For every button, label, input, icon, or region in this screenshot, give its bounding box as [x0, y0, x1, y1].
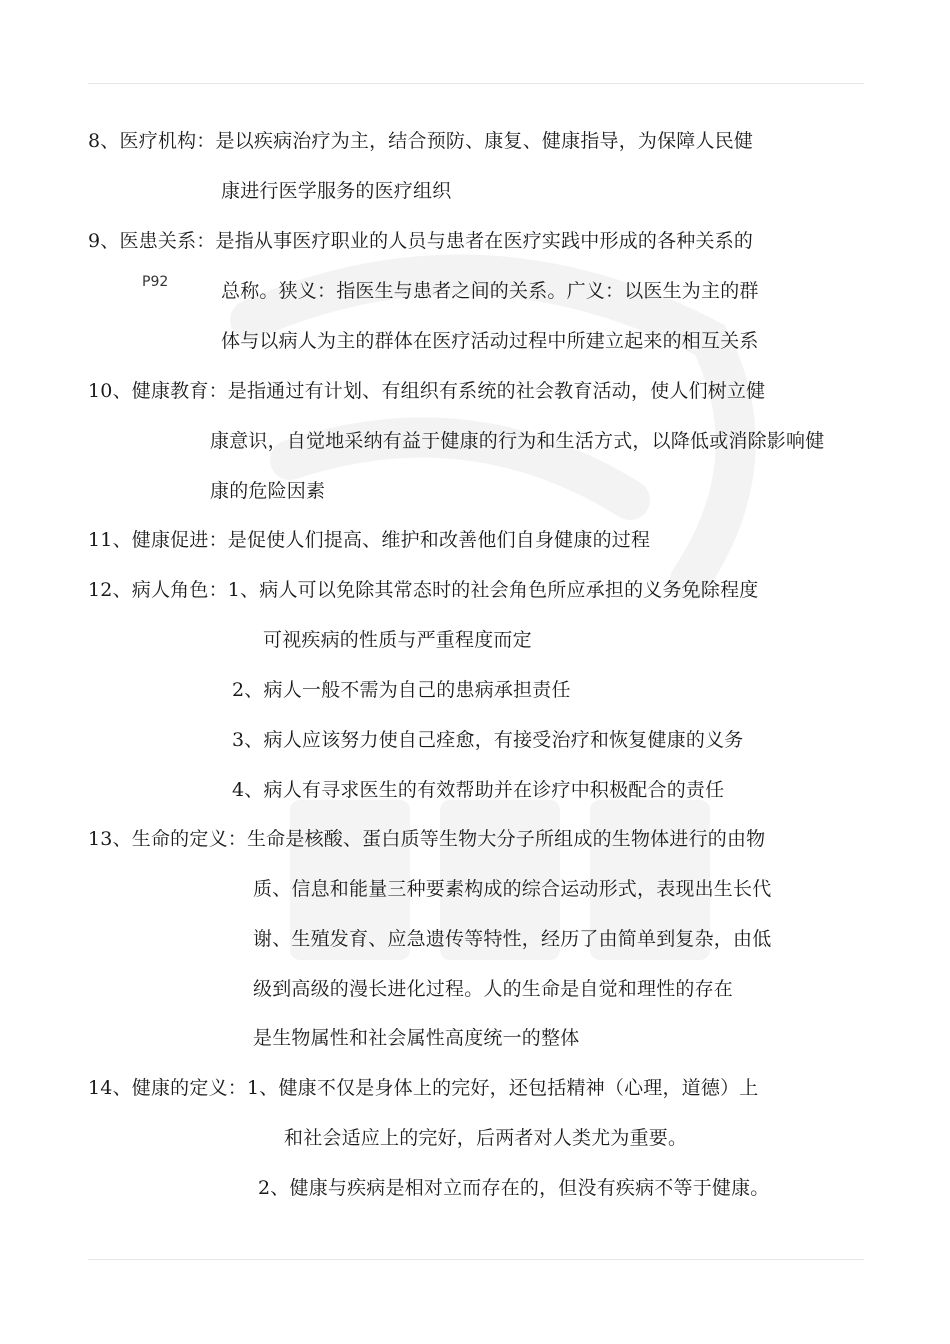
- item-13-line-5: 是生物属性和社会属性高度统一的整体: [253, 1027, 580, 1049]
- item-9-line-1: 9、医患关系：是指从事医疗职业的人员与患者在医疗实践中形成的各种关系的: [88, 230, 754, 252]
- footer-rule: [88, 1259, 864, 1260]
- item-12-line-1: 12、病人角色：1、病人可以免除其常态时的社会角色所应承担的义务免除程度: [88, 579, 759, 601]
- item-12-line-3: 2、病人一般不需为自己的患病承担责任: [232, 679, 571, 701]
- item-12-line-4: 3、病人应该努力使自己痊愈，有接受治疗和恢复健康的义务: [232, 729, 744, 751]
- item-13-line-1: 13、生命的定义：生命是核酸、蛋白质等生物大分子所组成的生物体进行的由物: [88, 828, 766, 850]
- item-8-line-1: 8、医疗机构：是以疾病治疗为主，结合预防、康复、健康指导，为保障人民健: [88, 130, 754, 152]
- item-9-line-3: 体与以病人为主的群体在医疗活动过程中所建立起来的相互关系: [221, 330, 759, 352]
- item-9-line-2: 总称。狭义：指医生与患者之间的关系。广义：以医生为主的群: [221, 280, 759, 302]
- item-8-line-2: 康进行医学服务的医疗组织: [221, 180, 452, 202]
- item-11-line-1: 11、健康促进：是促使人们提高、维护和改善他们自身健康的过程: [88, 529, 651, 551]
- item-13-line-2: 质、信息和能量三种要素构成的综合运动形式，表现出生长代: [253, 878, 772, 900]
- item-10-line-1: 10、健康教育：是指通过有计划、有组织有系统的社会教育活动，使人们树立健: [88, 380, 766, 402]
- item-12-line-5: 4、病人有寻求医生的有效帮助并在诊疗中积极配合的责任: [232, 779, 725, 801]
- item-10-line-3: 康的危险因素: [210, 480, 326, 502]
- item-14-line-3: 2、健康与疾病是相对立而存在的，但没有疾病不等于健康。: [258, 1177, 770, 1199]
- item-13-line-3: 谢、生殖发育、应急遗传等特性，经历了由简单到复杂，由低: [253, 928, 772, 950]
- item-13-line-4: 级到高级的漫长进化过程。人的生命是自觉和理性的存在: [253, 978, 734, 1000]
- header-rule: [88, 83, 864, 84]
- item-14-line-1: 14、健康的定义：1、健康不仅是身体上的完好，还包括精神（心理，道德）上: [88, 1077, 759, 1099]
- page-reference-note: P92: [142, 274, 169, 290]
- item-14-line-2: 和社会适应上的完好，后两者对人类尤为重要。: [284, 1127, 688, 1149]
- item-10-line-2: 康意识，自觉地采纳有益于健康的行为和生活方式，以降低或消除影响健: [210, 430, 825, 452]
- item-12-line-2: 可视疾病的性质与严重程度而定: [263, 629, 532, 651]
